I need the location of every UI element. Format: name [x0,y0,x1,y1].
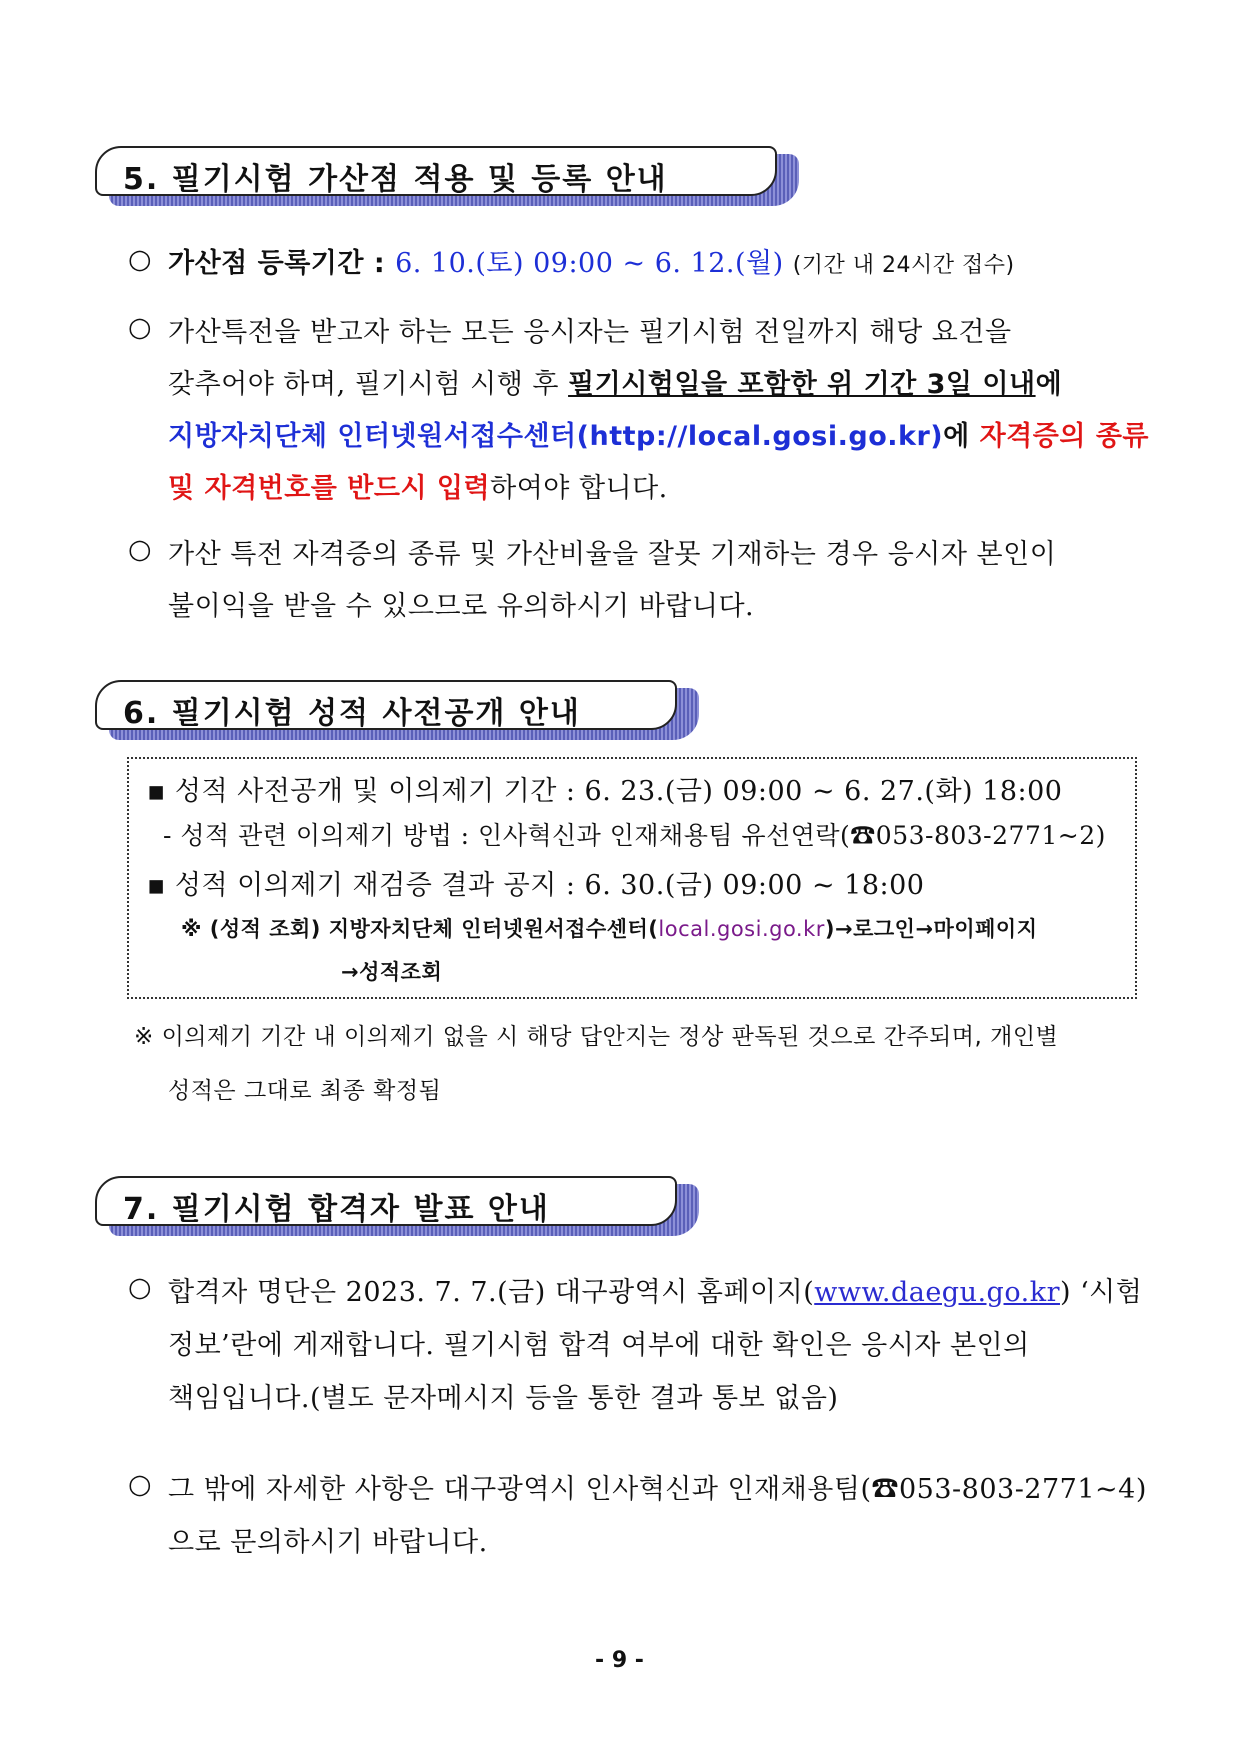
text-line: ▪ 성적 사전공개 및 이의제기 기간 : 6. 23.(금) 09:00 ~ 6. 27.(화) 18:00 [147,776,1063,807]
score-info-box [127,757,1137,999]
section-7-title: 7. 필기시험 합격자 발표 안내 [123,1192,550,1227]
score-lookup-line: ※ (성적 조회) 지방자치단체 인터넷원서접수센터(local.gosi.go.kr)→로그인→마이페이지 [181,917,1038,941]
bonus-period: 6. 10.(토) 09:00 ~ 6. 12.(월) [395,248,784,279]
section-6-title: 6. 필기시험 성적 사전공개 안내 [123,696,581,731]
section-5-title: 5. 필기시험 가산점 적용 및 등록 안내 [123,162,668,197]
text-line: 불이익을 받을 수 있으므로 유의하시기 바랍니다. [168,591,755,622]
gosi-link-2[interactable]: local.gosi.go.kr [658,917,825,941]
text-line: 그 밖에 자세한 사항은 대구광역시 인사혁신과 인재채용팀(☎053-803-2771~4) [168,1474,1147,1505]
text-line: →성적조회 [341,960,443,984]
daegu-link[interactable]: www.daegu.go.kr [814,1277,1060,1308]
text-line: 가산 특전 자격증의 종류 및 가산비율을 잘못 기재하는 경우 응시자 본인이 [168,539,1057,570]
bullet-icon: ○ [128,312,152,343]
bullet-icon: ○ [128,534,152,565]
text-line: 책임입니다.(별도 문자메시지 등을 통한 결과 통보 없음) [168,1383,839,1414]
gosi-link[interactable]: (http://local.gosi.go.kr) [576,421,944,452]
text-line: 지방자치단체 인터넷원서접수센터(http://local.gosi.go.kr)에 자격증의 종류 [168,421,1149,452]
bullet-icon: ○ [128,1469,152,1500]
text-line: 갖추어야 하며, 필기시험 시행 후 필기시험일을 포함한 위 기간 3일 이내에 [168,369,1063,400]
text-line: 정보’란에 게재합니다. 필기시험 합격 여부에 대한 확인은 응시자 본인의 [168,1330,1030,1361]
text-line: 으로 문의하시기 바랍니다. [168,1527,488,1558]
page-number: - 9 - [595,1648,644,1673]
bullet-icon: ○ [128,1272,152,1303]
bullet-icon: ○ [128,244,152,275]
text-line: 합격자 명단은 2023. 7. 7.(금) 대구광역시 홈페이지(www.daegu.go.kr) ‘시험 [168,1277,1143,1308]
bonus-period-line: 가산점 등록기간 : 6. 10.(토) 09:00 ~ 6. 12.(월) (기간 내 24시간 접수) [168,248,1015,279]
text-line: ▪ 성적 이의제기 재검증 결과 공지 : 6. 30.(금) 09:00 ~ 18:00 [147,870,925,901]
note-line: ※ 이의제기 기간 내 이의제기 없을 시 해당 답안지는 정상 판독된 것으로 간주되며, 개인별 [134,1024,1059,1050]
text-line: 가산특전을 받고자 하는 모든 응시자는 필기시험 전일까지 해당 요건을 [168,317,1012,348]
text-line: - 성적 관련 이의제기 방법 : 인사혁신과 인재채용팀 유선연락(☎053-803-2771~2) [163,821,1106,850]
note-line: 성적은 그대로 최종 확정됨 [168,1078,442,1104]
text-line: 및 자격번호를 반드시 입력하여야 합니다. [168,473,668,504]
